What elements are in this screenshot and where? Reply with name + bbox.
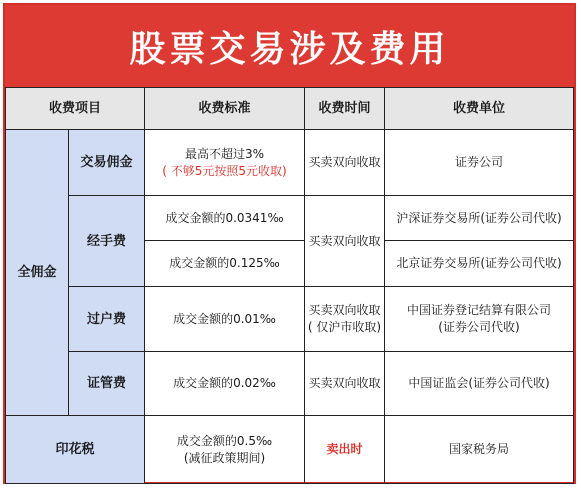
commission-standard-text: 最高不超过3% bbox=[184, 146, 265, 161]
handling-time: 买卖双向收取 bbox=[304, 195, 385, 287]
handling-standard-bj: 成交金额的0.125‰ bbox=[144, 240, 305, 287]
transfer-unit-note: (证券公司代收) bbox=[438, 320, 520, 334]
transfer-time bbox=[304, 286, 385, 352]
commission-time: 买卖双向收取 bbox=[304, 129, 385, 196]
commission-unit: 证券公司 bbox=[384, 129, 574, 196]
stamp-standard-text: 成交金额的0.5‰ bbox=[176, 433, 273, 448]
row-name-commission: 交易佣金 bbox=[68, 129, 145, 196]
page-title: 股票交易涉及费用 bbox=[129, 28, 450, 70]
handling-unit-sh: 沪深证券交易所(证券公司代收) bbox=[384, 195, 574, 241]
transfer-unit-text: 中国证券登记结算有限公司 bbox=[406, 303, 551, 317]
custody-standard: 成交金额的0.02‰ bbox=[144, 351, 305, 416]
transfer-standard: 成交金额的0.01‰ bbox=[144, 286, 305, 352]
header-time: 收费时间 bbox=[304, 87, 385, 130]
group-label-full-commission: 全佣金 bbox=[5, 129, 69, 416]
handling-standard-sh: 成交金额的0.0341‰ bbox=[144, 195, 305, 241]
stamp-standard bbox=[144, 415, 305, 484]
row-name-stamp: 印花税 bbox=[5, 415, 145, 484]
transfer-time-note: ( 仅沪市收取) bbox=[307, 320, 382, 334]
transfer-unit bbox=[384, 286, 574, 352]
handling-unit-bj: 北京证券交易所(证券公司代收) bbox=[384, 240, 574, 287]
row-name-transfer: 过户费 bbox=[68, 286, 145, 352]
custody-unit: 中国证监会(证券公司代收) bbox=[384, 351, 574, 416]
stamp-standard-note: (减征政策期间) bbox=[183, 450, 266, 465]
commission-standard bbox=[144, 129, 305, 196]
custody-time: 买卖双向收取 bbox=[304, 351, 385, 416]
transfer-time-text: 买卖双向收取 bbox=[308, 303, 381, 317]
stamp-time: 卖出时 bbox=[304, 415, 385, 484]
row-name-custody: 证管费 bbox=[68, 351, 145, 416]
row-name-handling: 经手费 bbox=[68, 195, 145, 287]
stamp-unit: 国家税务局 bbox=[384, 415, 574, 484]
header-standard: 收费标准 bbox=[144, 87, 305, 130]
commission-standard-note: ( 不够5元按照5元收取) bbox=[162, 163, 287, 178]
header-item: 收费项目 bbox=[5, 87, 145, 130]
header-unit: 收费单位 bbox=[384, 87, 574, 130]
title-banner bbox=[5, 5, 574, 87]
